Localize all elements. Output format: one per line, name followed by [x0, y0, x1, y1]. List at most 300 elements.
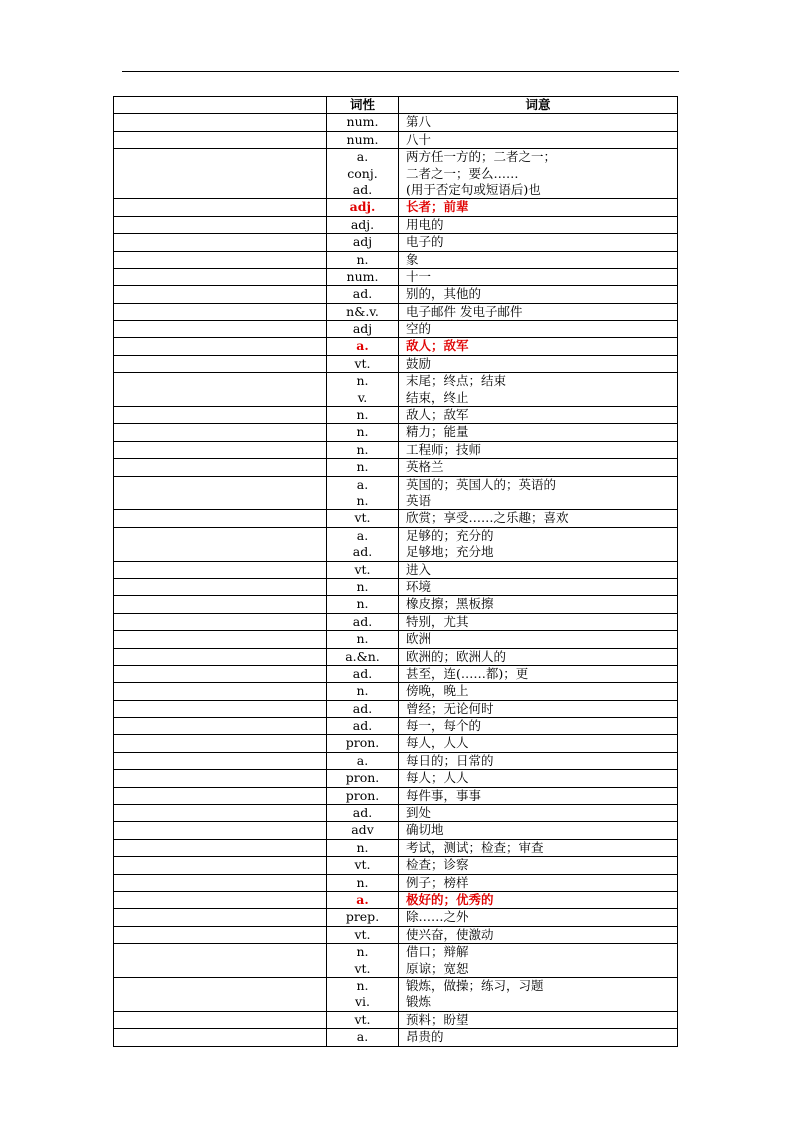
meaning-text: 象: [406, 251, 419, 267]
table-row: [114, 234, 678, 251]
pos-text: n.: [356, 977, 369, 993]
word-cell: [114, 561, 327, 578]
word-cell: [114, 286, 327, 303]
meaning-text: 进入: [406, 561, 432, 577]
meaning-cell: [399, 251, 678, 268]
pos-text: n.: [356, 251, 369, 267]
word-cell: [114, 373, 327, 407]
pos-text: vt.: [354, 1011, 371, 1027]
pos-cell: [327, 268, 399, 285]
word-cell: [114, 700, 327, 717]
table-row: [114, 321, 678, 338]
pos-cell: [327, 114, 399, 131]
table-row: [114, 683, 678, 700]
table-row: [114, 424, 678, 441]
word-cell: [114, 665, 327, 682]
pos-text: n.: [356, 407, 369, 423]
pos-cell: [327, 321, 399, 338]
word-cell: [114, 752, 327, 769]
meaning-cell: [399, 578, 678, 595]
table-row: [114, 216, 678, 233]
meaning-text: 每件事，事事: [406, 787, 482, 803]
word-cell: [114, 874, 327, 891]
pos-cell: [327, 149, 399, 199]
pos-text: a.&n.: [345, 648, 380, 664]
word-cell: [114, 648, 327, 665]
meaning-cell: [399, 648, 678, 665]
meaning-cell: [399, 407, 678, 424]
table-row: [114, 700, 678, 717]
word-cell: [114, 321, 327, 338]
table-row: [114, 561, 678, 578]
meaning-cell: [399, 510, 678, 527]
pos-cell: [327, 578, 399, 595]
pos-text: n.: [356, 424, 369, 440]
word-cell: [114, 131, 327, 148]
meaning-cell: [399, 321, 678, 338]
pos-cell: [327, 770, 399, 787]
word-cell: [114, 944, 327, 978]
table-row: [114, 648, 678, 665]
pos-cell: [327, 527, 399, 561]
table-row: [114, 407, 678, 424]
pos-cell: [327, 476, 399, 510]
pos-cell: [327, 303, 399, 320]
meaning-cell: [399, 857, 678, 874]
table-row: [114, 787, 678, 804]
pos-text: vt.: [354, 561, 371, 577]
meaning-text: 到处: [406, 805, 432, 821]
vocabulary-table: [113, 96, 678, 1047]
word-cell: [114, 407, 327, 424]
header-rule: [122, 71, 679, 72]
word-cell: [114, 718, 327, 735]
pos-cell: [327, 631, 399, 648]
pos-cell: [327, 251, 399, 268]
word-cell: [114, 613, 327, 630]
pos-text: ad.: [352, 613, 373, 629]
meaning-text: 敌人；敌军: [406, 407, 469, 423]
meaning-text: 第八: [406, 114, 432, 130]
word-cell: [114, 199, 327, 216]
meaning-text: 锻炼，做操；练习，习题: [406, 977, 544, 993]
pos-text: ad.: [352, 544, 373, 560]
meaning-cell: [399, 770, 678, 787]
meaning-text: 末尾；终点；结束: [406, 373, 507, 389]
word-cell: [114, 805, 327, 822]
pos-text: ad.: [352, 718, 373, 734]
meaning-text: 精力；能量: [406, 424, 469, 440]
pos-cell: [327, 441, 399, 458]
pos-text: vt.: [354, 510, 371, 526]
table-row: [114, 338, 678, 355]
table-row: [114, 944, 678, 978]
word-cell: [114, 596, 327, 613]
pos-text: adj: [352, 321, 373, 337]
table-row: [114, 631, 678, 648]
meaning-cell: [399, 822, 678, 839]
meaning-cell: [399, 596, 678, 613]
pos-text: adv: [351, 822, 374, 838]
pos-text: n.: [356, 874, 369, 890]
pos-cell: [327, 510, 399, 527]
meaning-text: 每一，每个的: [406, 718, 482, 734]
meaning-text: 敌人；敌军: [406, 338, 469, 354]
pos-cell: [327, 822, 399, 839]
pos-cell: [327, 199, 399, 216]
word-cell: [114, 909, 327, 926]
pos-cell: [327, 459, 399, 476]
pos-cell: [327, 407, 399, 424]
word-cell: [114, 424, 327, 441]
pos-text: ad.: [352, 700, 373, 716]
meaning-cell: [399, 131, 678, 148]
table-row: [114, 977, 678, 1011]
word-cell: [114, 735, 327, 752]
pos-text: num.: [346, 268, 379, 284]
meaning-text: 足够的；充分的: [406, 527, 494, 543]
table-row: [114, 441, 678, 458]
table-row: [114, 857, 678, 874]
pos-text: n.: [356, 459, 369, 475]
pos-cell: [327, 373, 399, 407]
meaning-cell: [399, 613, 678, 630]
pos-cell: [327, 338, 399, 355]
table-row: [114, 1011, 678, 1028]
meaning-cell: [399, 631, 678, 648]
meaning-text: 除……之外: [406, 909, 469, 925]
meaning-cell: [399, 355, 678, 372]
meaning-text: 电子邮件 发电子邮件: [406, 303, 523, 319]
meaning-cell: [399, 944, 678, 978]
word-cell: [114, 234, 327, 251]
pos-cell: [327, 718, 399, 735]
meaning-text: 英格兰: [406, 459, 444, 475]
pos-cell: [327, 596, 399, 613]
meaning-cell: [399, 476, 678, 510]
pos-text: a.: [356, 149, 369, 165]
table-row: [114, 1029, 678, 1046]
meaning-text: 别的，其他的: [406, 286, 482, 302]
pos-text: a.: [356, 527, 369, 543]
word-cell: [114, 683, 327, 700]
meaning-cell: [399, 338, 678, 355]
pos-text: n.: [356, 373, 369, 389]
meaning-cell: [399, 926, 678, 943]
vocabulary-table-body: [114, 97, 678, 1047]
word-cell: [114, 441, 327, 458]
pos-cell: [327, 131, 399, 148]
word-cell: [114, 338, 327, 355]
meaning-text: 十一: [406, 268, 432, 284]
word-cell: [114, 578, 327, 595]
table-row: [114, 718, 678, 735]
meaning-cell: [399, 199, 678, 216]
word-cell: [114, 476, 327, 510]
meaning-cell: [399, 1011, 678, 1028]
pos-text: a.: [356, 1029, 369, 1045]
pos-text: ad.: [352, 665, 373, 681]
meaning-text: 二者之一；要么……: [406, 165, 519, 181]
pos-text: num.: [346, 131, 379, 147]
pos-text: vt.: [354, 857, 371, 873]
word-cell: [114, 977, 327, 1011]
pos-text: ad.: [352, 805, 373, 821]
meaning-cell: [399, 459, 678, 476]
pos-cell: [327, 735, 399, 752]
pos-cell: [327, 561, 399, 578]
meaning-column-header: 词意: [399, 97, 678, 114]
meaning-text: 傍晚，晚上: [406, 683, 469, 699]
word-cell: [114, 114, 327, 131]
pos-text: vt.: [354, 355, 371, 371]
word-cell: [114, 631, 327, 648]
pos-text: pron.: [345, 770, 380, 786]
word-cell: [114, 216, 327, 233]
pos-cell: [327, 909, 399, 926]
meaning-cell: [399, 839, 678, 856]
pos-text: a.: [356, 752, 369, 768]
meaning-text: 考试，测试；检查；审查: [406, 839, 544, 855]
pos-text: vt.: [354, 960, 371, 976]
meaning-cell: [399, 441, 678, 458]
meaning-cell: [399, 268, 678, 285]
meaning-text: 预料；盼望: [406, 1011, 469, 1027]
table-row: [114, 199, 678, 216]
table-row: [114, 578, 678, 595]
pos-cell: [327, 752, 399, 769]
meaning-cell: [399, 527, 678, 561]
meaning-text: 空的: [406, 321, 432, 337]
pos-text: a.: [356, 891, 369, 907]
meaning-cell: [399, 683, 678, 700]
meaning-text: 原谅；宽恕: [406, 960, 469, 976]
meaning-text: 每人，人人: [406, 735, 469, 751]
meaning-cell: [399, 424, 678, 441]
pos-text: num.: [346, 114, 379, 130]
pos-cell: [327, 977, 399, 1011]
word-cell: [114, 1029, 327, 1046]
meaning-text: 锻炼: [406, 994, 432, 1010]
meaning-cell: [399, 303, 678, 320]
meaning-text: 工程师；技师: [406, 441, 482, 457]
table-header-row: [114, 97, 678, 114]
table-row: [114, 149, 678, 199]
meaning-cell: [399, 700, 678, 717]
word-cell: [114, 822, 327, 839]
pos-column-header: 词性: [327, 97, 399, 114]
meaning-cell: [399, 805, 678, 822]
meaning-text: (用于否定句或短语后)也: [406, 181, 541, 197]
table-row: [114, 665, 678, 682]
table-row: [114, 131, 678, 148]
table-row: [114, 613, 678, 630]
table-row: [114, 459, 678, 476]
meaning-cell: [399, 787, 678, 804]
table-row: [114, 303, 678, 320]
meaning-text: 足够地；充分地: [406, 544, 494, 560]
table-row: [114, 268, 678, 285]
word-cell: [114, 857, 327, 874]
meaning-text: 昂贵的: [406, 1029, 444, 1045]
pos-text: a.: [356, 476, 369, 492]
pos-text: n.: [356, 683, 369, 699]
pos-cell: [327, 683, 399, 700]
meaning-cell: [399, 665, 678, 682]
table-row: [114, 596, 678, 613]
word-cell: [114, 355, 327, 372]
pos-cell: [327, 648, 399, 665]
meaning-text: 用电的: [406, 216, 444, 232]
pos-text: n.: [356, 441, 369, 457]
table-row: [114, 114, 678, 131]
meaning-text: 英语: [406, 493, 432, 508]
pos-text: prep.: [345, 909, 380, 925]
meaning-cell: [399, 373, 678, 407]
pos-cell: [327, 787, 399, 804]
meaning-cell: [399, 909, 678, 926]
meaning-cell: [399, 216, 678, 233]
table-row: [114, 839, 678, 856]
pos-text: n.: [356, 578, 369, 594]
meaning-text: 确切地: [406, 822, 444, 838]
meaning-cell: [399, 114, 678, 131]
pos-text: vt.: [354, 926, 371, 942]
meaning-text: 极好的；优秀的: [406, 891, 494, 907]
pos-text: a.: [356, 338, 369, 354]
table-row: [114, 476, 678, 510]
pos-text: n.: [356, 493, 369, 508]
meaning-cell: [399, 561, 678, 578]
pos-text: adj.: [350, 216, 375, 232]
pos-cell: [327, 891, 399, 908]
word-cell: [114, 891, 327, 908]
pos-cell: [327, 1029, 399, 1046]
meaning-cell: [399, 286, 678, 303]
pos-cell: [327, 857, 399, 874]
pos-text: pron.: [345, 735, 380, 751]
pos-cell: [327, 1011, 399, 1028]
word-cell: [114, 839, 327, 856]
pos-cell: [327, 234, 399, 251]
table-row: [114, 752, 678, 769]
word-cell: [114, 510, 327, 527]
table-row: [114, 909, 678, 926]
meaning-text: 英国的；英国人的；英语的: [406, 476, 557, 492]
meaning-cell: [399, 874, 678, 891]
pos-text: n.: [356, 596, 369, 612]
meaning-text: 结束，终止: [406, 389, 469, 405]
table-row: [114, 805, 678, 822]
pos-cell: [327, 805, 399, 822]
meaning-text: 八十: [406, 131, 432, 147]
pos-text: adj.: [349, 199, 376, 215]
table-row: [114, 891, 678, 908]
meaning-cell: [399, 977, 678, 1011]
pos-cell: [327, 874, 399, 891]
pos-cell: [327, 216, 399, 233]
pos-text: v.: [357, 389, 368, 405]
table-row: [114, 355, 678, 372]
pos-cell: [327, 944, 399, 978]
meaning-text: 每人；人人: [406, 770, 469, 786]
pos-text: ad.: [352, 181, 373, 197]
meaning-text: 每日的；日常的: [406, 752, 494, 768]
pos-text: conj.: [347, 165, 378, 181]
meaning-text: 曾经；无论何时: [406, 700, 494, 716]
pos-cell: [327, 665, 399, 682]
meaning-cell: [399, 234, 678, 251]
pos-cell: [327, 926, 399, 943]
meaning-text: 特别，尤其: [406, 613, 469, 629]
word-cell: [114, 459, 327, 476]
meaning-cell: [399, 149, 678, 199]
meaning-text: 欧洲的；欧洲人的: [406, 648, 507, 664]
table-row: [114, 874, 678, 891]
meaning-text: 两方任一方的；二者之一；: [406, 149, 557, 165]
pos-text: vi.: [354, 994, 371, 1010]
pos-cell: [327, 355, 399, 372]
table-row: [114, 527, 678, 561]
word-cell: [114, 268, 327, 285]
word-cell: [114, 1011, 327, 1028]
meaning-text: 借口；辩解: [406, 944, 469, 960]
pos-text: n.: [356, 631, 369, 647]
meaning-text: 长者；前辈: [406, 199, 469, 215]
pos-text: ad.: [352, 286, 373, 302]
table-row: [114, 735, 678, 752]
meaning-text: 甚至，连(……都)；更: [406, 665, 529, 681]
table-row: [114, 373, 678, 407]
table-row: [114, 251, 678, 268]
meaning-text: 鼓励: [406, 355, 432, 371]
meaning-text: 欣赏；享受……之乐趣；喜欢: [406, 510, 569, 526]
meaning-text: 欧洲: [406, 631, 432, 647]
word-cell: [114, 926, 327, 943]
table-row: [114, 770, 678, 787]
pos-text: n.: [356, 944, 369, 960]
meaning-text: 检查；诊察: [406, 857, 469, 873]
meaning-text: 使兴奋，使激动: [406, 926, 494, 942]
table-row: [114, 510, 678, 527]
meaning-cell: [399, 891, 678, 908]
meaning-text: 电子的: [406, 234, 444, 250]
word-cell: [114, 787, 327, 804]
pos-text: adj: [352, 234, 373, 250]
pos-text: pron.: [345, 787, 380, 803]
table-row: [114, 926, 678, 943]
word-column-header: [114, 97, 327, 114]
meaning-text: 例子；榜样: [406, 874, 469, 890]
pos-text: n.: [356, 839, 369, 855]
meaning-cell: [399, 718, 678, 735]
word-cell: [114, 149, 327, 199]
pos-cell: [327, 700, 399, 717]
word-cell: [114, 251, 327, 268]
pos-cell: [327, 613, 399, 630]
meaning-cell: [399, 752, 678, 769]
table-row: [114, 286, 678, 303]
pos-cell: [327, 286, 399, 303]
meaning-cell: [399, 735, 678, 752]
pos-cell: [327, 839, 399, 856]
pos-cell: [327, 424, 399, 441]
meaning-cell: [399, 1029, 678, 1046]
word-cell: [114, 770, 327, 787]
meaning-text: 环境: [406, 578, 432, 594]
pos-text: n&.v.: [346, 303, 379, 319]
word-cell: [114, 527, 327, 561]
